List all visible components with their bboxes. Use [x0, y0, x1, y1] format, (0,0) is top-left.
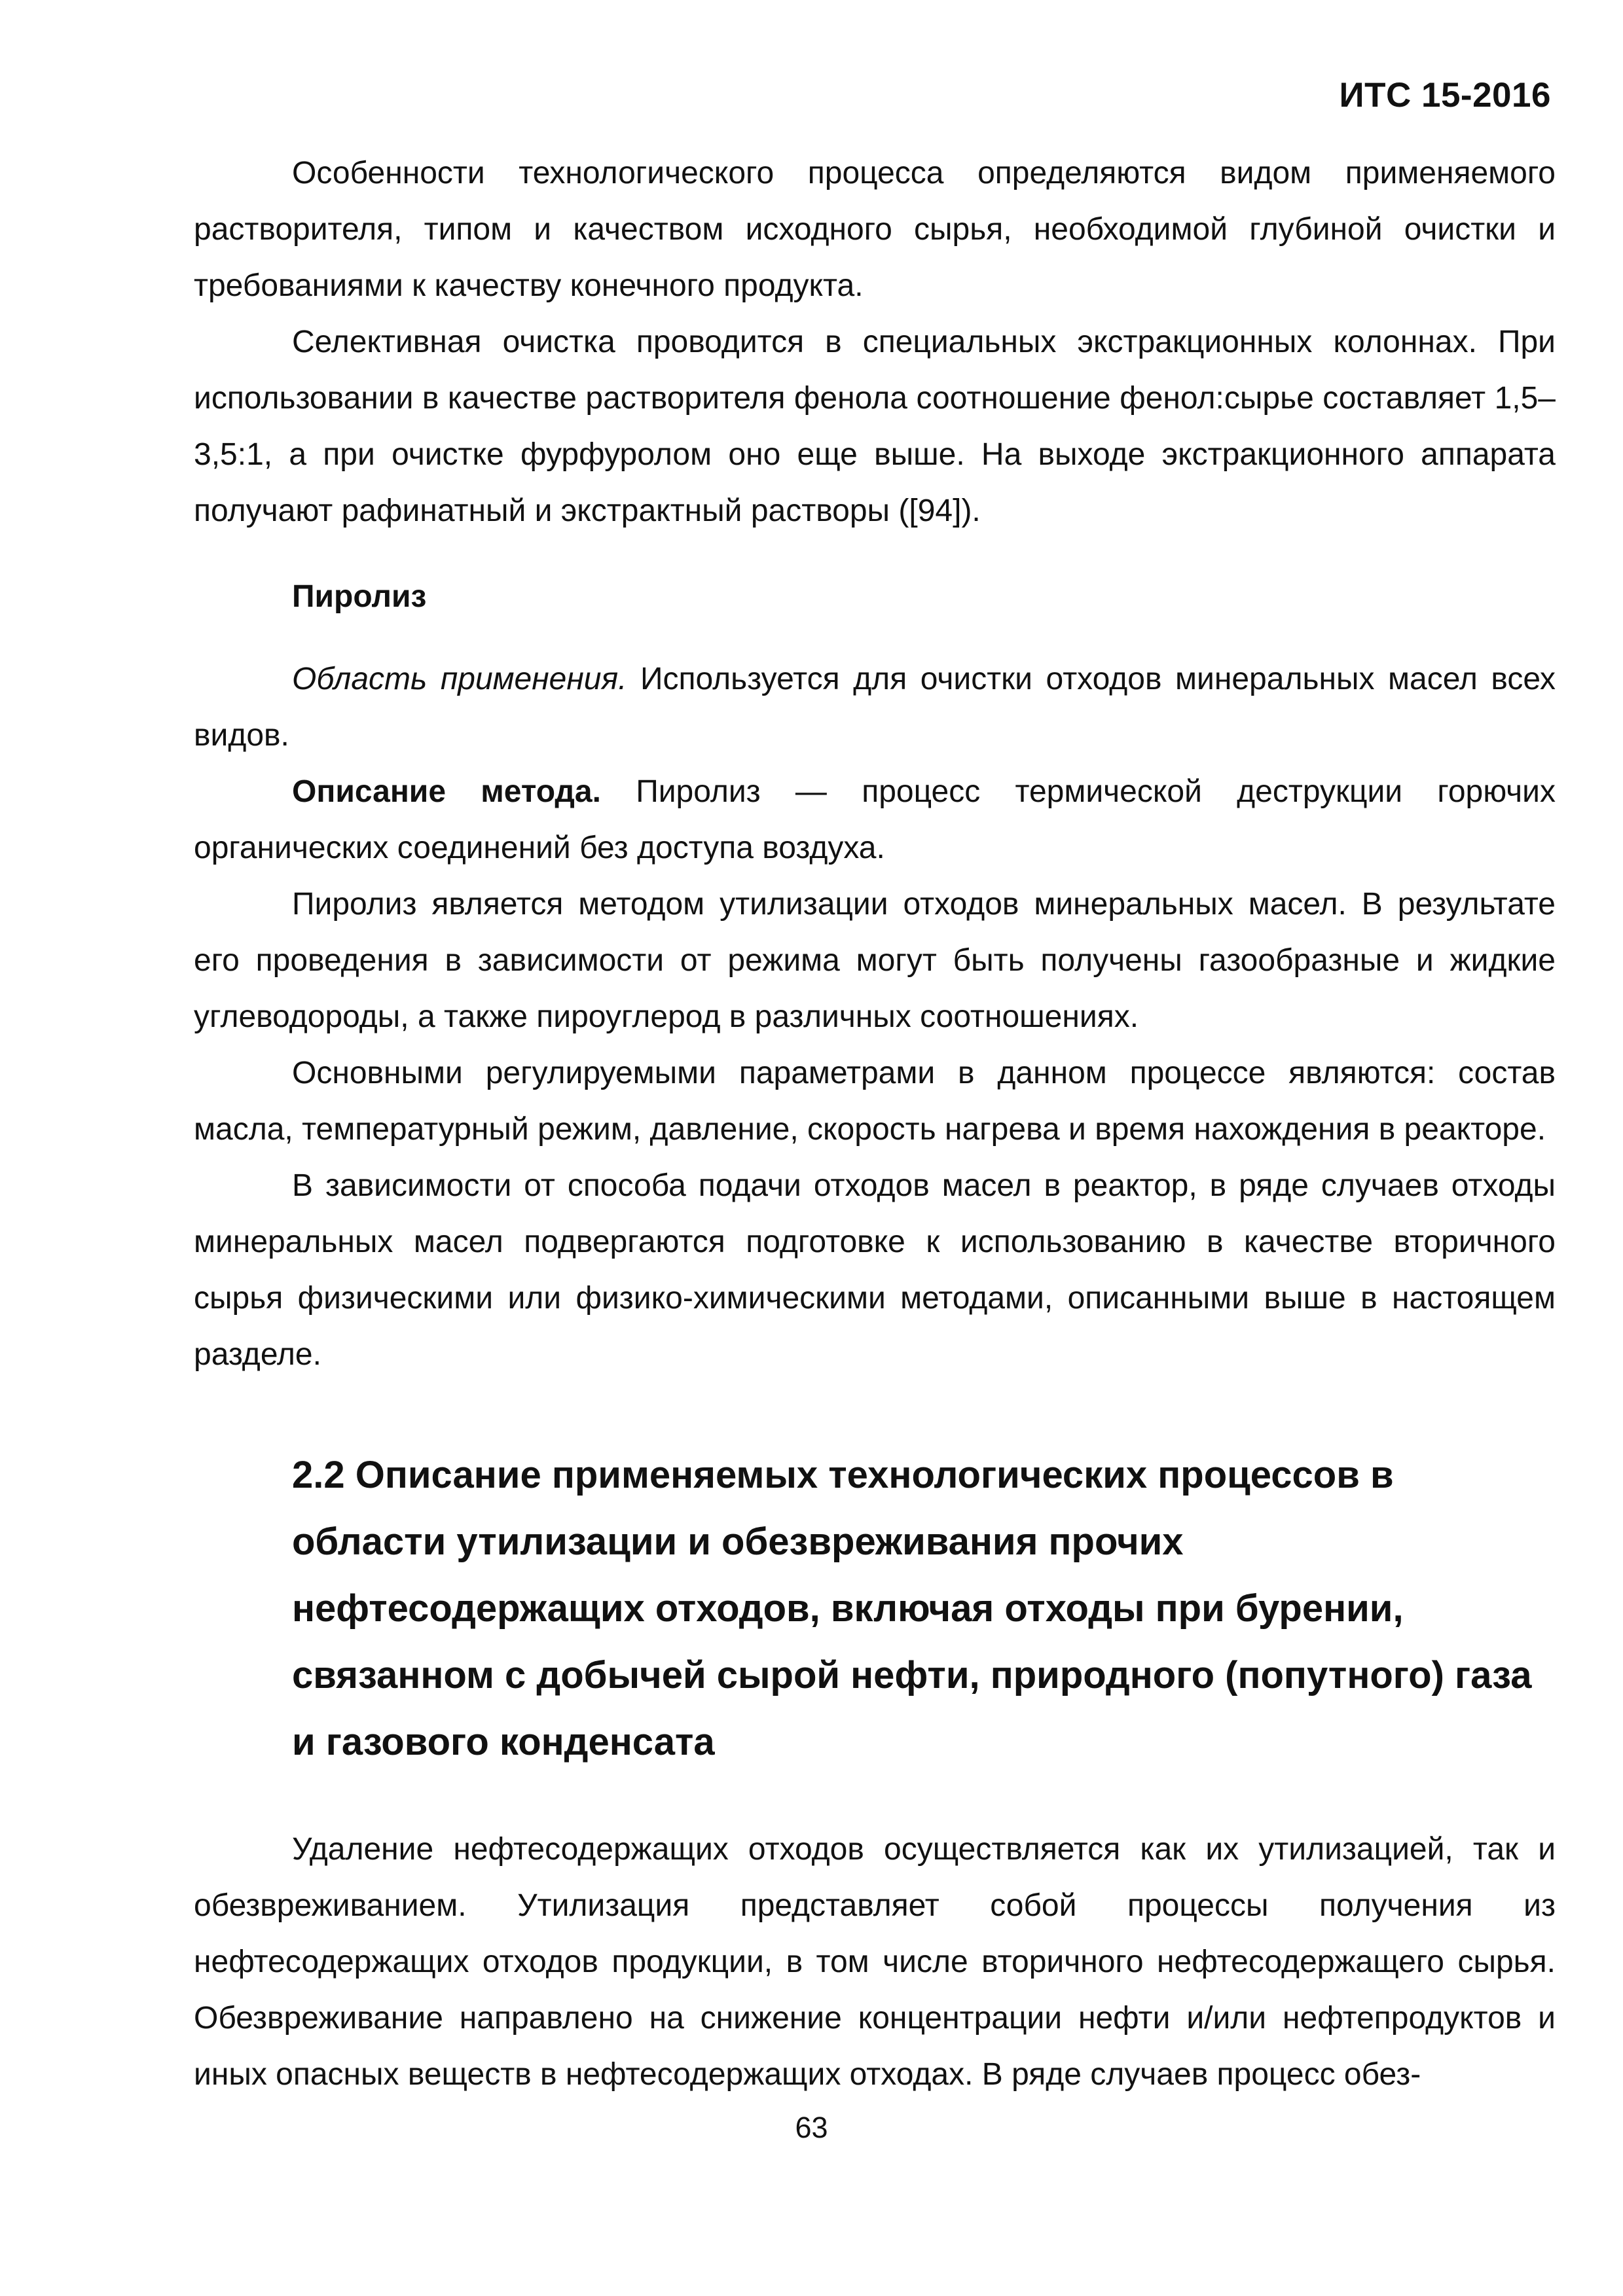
- section-heading-2-2: 2.2 Описание применяемых технологических процессов в области утилизации и обезвреживания прочих нефтесодержащих отходов, включая отходы при бурении, связанном с добычей сырой нефти, природного (попутного) газа и газового конденсата: [292, 1454, 1532, 1763]
- scope-text: Используется для очистки отходов минеральных масел всех видов.: [194, 662, 1556, 753]
- scope-label: Область применения.: [292, 662, 627, 696]
- document-code: ИТС 15-2016: [1339, 76, 1551, 115]
- paragraph-selective-cleaning: Селективная очистка проводится в специальных экстракционных колоннах. При использовании в качестве растворителя фенола соотношение фенол:сырье составляет 1,5–3,5:1, а при очистке фурфуролом оно еще выше. На выходе экстракционного аппарата получают рафинатный и экстрактный растворы ([94]).: [194, 325, 1556, 528]
- method-label: Описание метода.: [292, 774, 601, 809]
- paragraph-pyrolysis-method: Пиролиз является методом утилизации отходов минеральных масел. В результате его проведения в зависимости от режима могут быть получены газообразные и жидкие углеводороды, а также пироуглерод в различных соотношениях.: [194, 887, 1556, 1034]
- paragraph-parameters: Основными регулируемыми параметрами в данном процессе являются: состав масла, температурный режим, давление, скорость нагрева и время нахождения в реакторе.: [194, 1056, 1556, 1147]
- paragraph-process-features: Особенности технологического процесса определяются видом применяемого растворителя, типом и качеством исходного сырья, необходимой глубиной очистки и требованиями к качеству конечного продукта.: [194, 156, 1556, 303]
- page-number: 63: [795, 2111, 828, 2144]
- paragraph-scope: [194, 651, 1556, 764]
- subheading-pyrolysis: Пиролиз: [292, 579, 427, 614]
- paragraph-method-description: [194, 764, 1556, 876]
- page-content: [194, 145, 1556, 2103]
- method-text: Пиролиз — процесс термической деструкции горючих органических соединений без доступа воздуха.: [194, 774, 1556, 865]
- paragraph-feed-preparation: В зависимости от способа подачи отходов масел в реактор, в ряде случаев отходы минеральных масел подвергаются подготовке к использованию в качестве вторичного сырья физическими или физико-химическими методами, описанными выше в настоящем разделе.: [194, 1168, 1556, 1372]
- paragraph-oil-waste-removal: Удаление нефтесодержащих отходов осуществляется как их утилизацией, так и обезвреживанием. Утилизация представляет собой процессы получения из нефтесодержащих отходов продукции, в том числе вторичного нефтесодержащего сырья. Обезвреживание направлено на снижение концентрации нефти и/или нефтепродуктов и иных опасных веществ в нефтесодержащих отходах. В ряде случаев процесс обез-: [194, 1832, 1556, 2092]
